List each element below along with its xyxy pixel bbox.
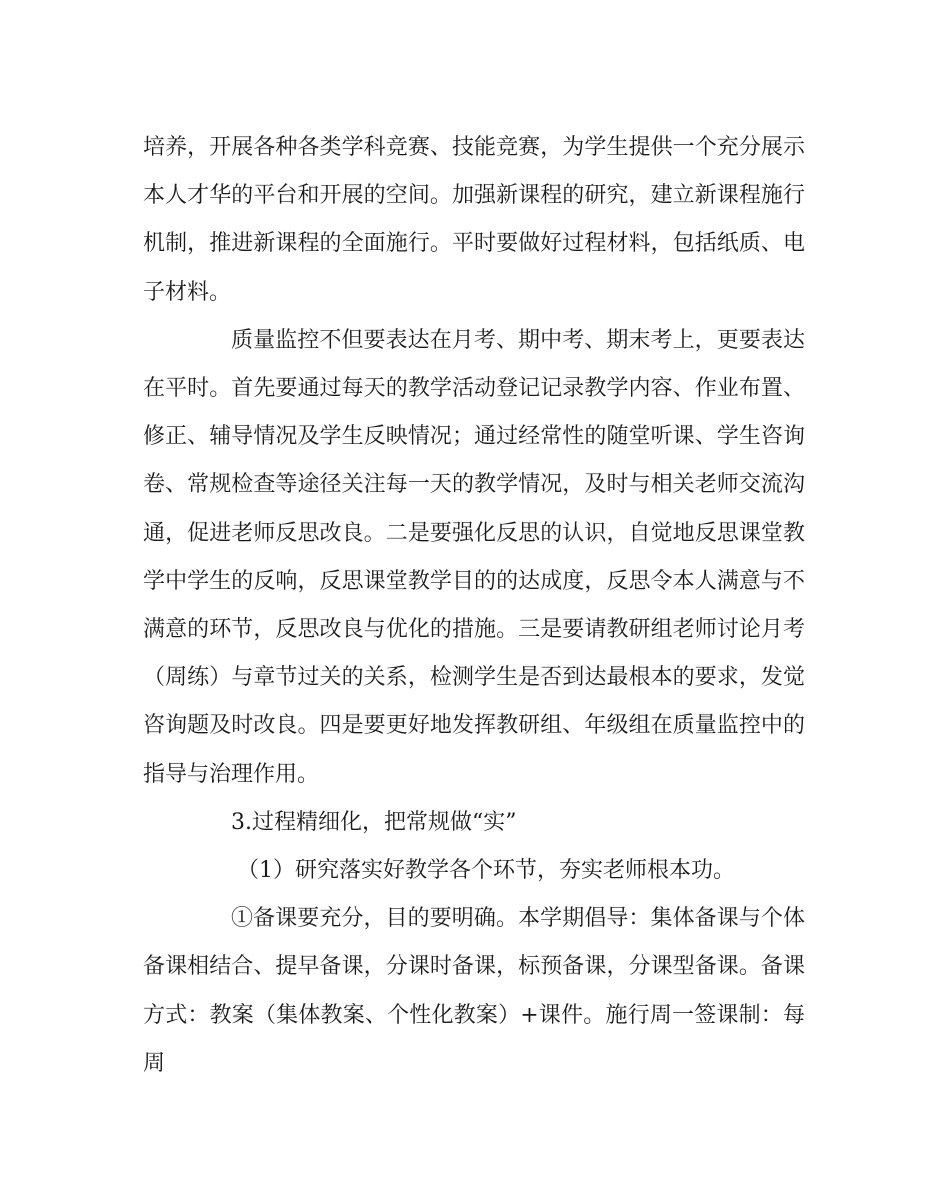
document-body xyxy=(143,124,805,1088)
paragraph-quality-monitoring: 质量监控不但要表达在月考、期中考、期末考上，更要表达在平时。首先要通过每天的教学活动登记记录教学内容、作业布置、修正、辅导情况及学生反映情况；通过经常性的随堂听课、学生咨询卷、常规检查等途径关注每一天的教学情况，及时与相关老师交流沟通，促进老师反思改良。二是要强化反思的认识，自觉地反思课堂教学中学生的反响，反思课堂教学目的的达成度，反思令本人满意与不满意的环节，反思改良与优化的措施。三是要请教研组老师讨论月考（周练）与章节过关的关系，检测学生是否到达最根本的要求，发觉咨询题及时改良。四是要更好地发挥教研组、年级组在质量监控中的指导与治理作用。 xyxy=(143,327,805,787)
subsection-heading-teaching-links: （1）研究落实好教学各个环节，夯实老师根本功。 xyxy=(237,858,735,884)
paragraph-continuation: 培养，开展各种各类学科竞赛、技能竞赛，为学生提供一个充分展示本人才华的平台和开展的空间。加强新课程的研究，建立新课程施行机制，推进新课程的全面施行。平时要做好过程材料，包括纸质、电子材料。 xyxy=(143,135,805,305)
paragraph-lesson-preparation: ①备课要充分，目的要明确。本学期倡导：集体备课与个体备课相结合、提早备课，分课时备课，标预备课，分课型备课。备课方式：教案（集体教案、个性化教案）+课件。施行周一签课制：每周 xyxy=(143,906,805,1076)
section-heading-process-refinement: 3.过程精细化，把常规做“实” xyxy=(231,809,517,835)
